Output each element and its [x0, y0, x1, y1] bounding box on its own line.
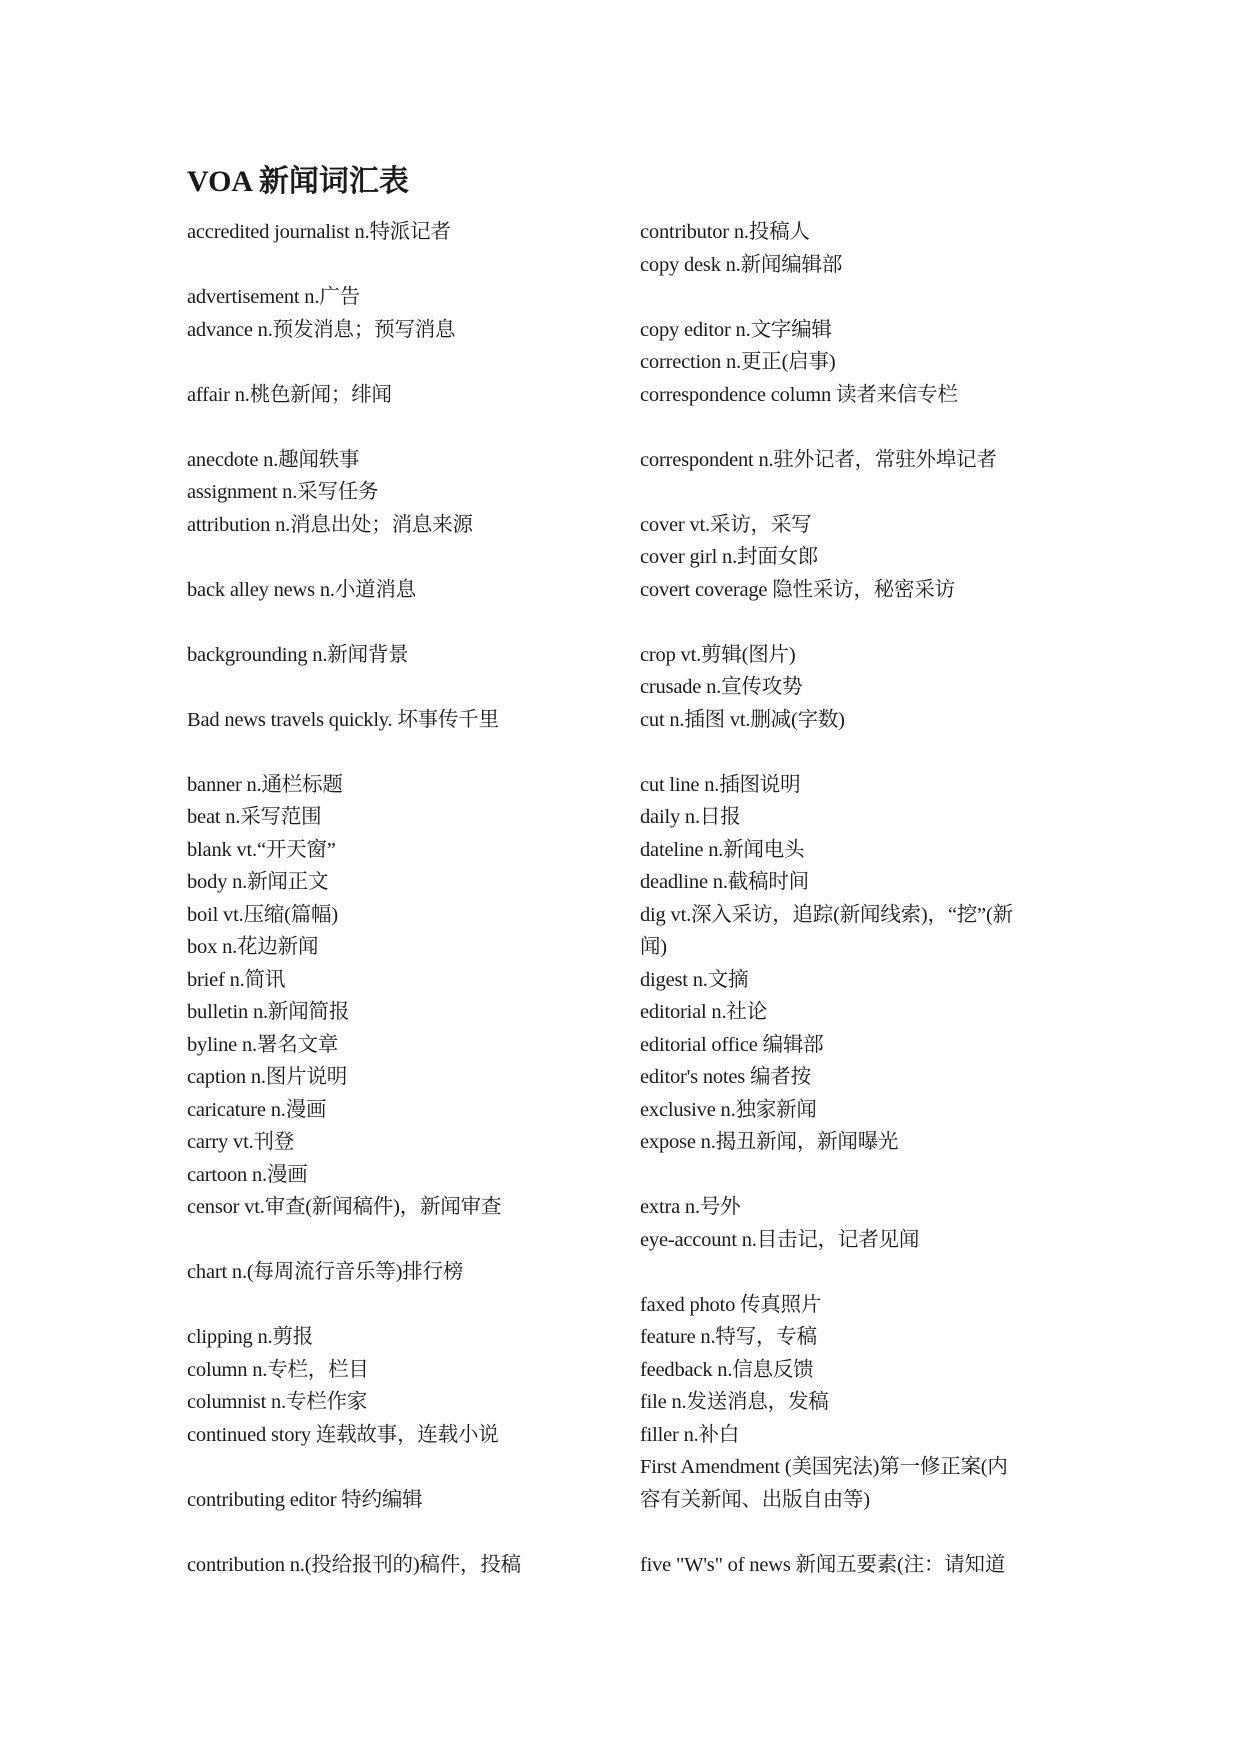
blank-line: [640, 411, 1060, 444]
vocabulary-entry: contributing editor 特约编辑: [187, 1488, 423, 1511]
vocabulary-entry: column n.专栏，栏目: [187, 1358, 369, 1381]
vocabulary-entry: boil vt.压缩(篇幅): [187, 903, 338, 926]
vocabulary-entry: eye-account n.目击记，记者见闻: [640, 1228, 920, 1251]
vocabulary-entry: blank vt.“开天窗”: [187, 838, 336, 861]
vocabulary-entry: body n.新闻正文: [187, 871, 329, 893]
vocabulary-entry: crop vt.剪辑(图片): [640, 643, 796, 666]
blank-line: [187, 346, 617, 379]
blank-line: [187, 1224, 617, 1257]
vocabulary-entry: dateline n.新闻电头: [640, 838, 805, 861]
blank-line: [187, 671, 617, 704]
vocabulary-entry: correspondence column 读者来信专栏: [640, 383, 958, 406]
vocabulary-entry: editorial n.社论: [640, 1001, 768, 1023]
vocabulary-entry: five "W's" of news 新闻五要素(注：请知道: [640, 1553, 1006, 1576]
blank-line: [187, 541, 617, 574]
vocabulary-entry: beat n.采写范围: [187, 806, 322, 828]
vocabulary-entry: continued story 连载故事，连载小说: [187, 1423, 499, 1446]
blank-line: [640, 736, 1060, 769]
vocabulary-entry: extra n.号外: [640, 1196, 741, 1218]
vocabulary-entry: Bad news travels quickly. 坏事传千里: [187, 708, 499, 731]
vocabulary-entry: columnist n.专栏作家: [187, 1391, 368, 1413]
vocabulary-entry: censor vt.审查(新闻稿件)，新闻审查: [187, 1196, 502, 1218]
vocabulary-entry: file n.发送消息，发稿: [640, 1391, 829, 1413]
vocabulary-entry: cut line n.插图说明: [640, 773, 801, 796]
vocabulary-entry: box n.花边新闻: [187, 936, 319, 958]
blank-line: [640, 281, 1060, 314]
vocabulary-entry: brief n.简讯: [187, 968, 286, 991]
page-title: VOA 新闻词汇表: [187, 165, 409, 198]
vocabulary-entry: caption n.图片说明: [187, 1066, 348, 1088]
vocabulary-entry: First Amendment (美国宪法)第一修正案(内: [640, 1456, 1008, 1478]
vocabulary-entry: correction n.更正(启事): [640, 351, 836, 373]
vocabulary-entry: exclusive n.独家新闻: [640, 1098, 817, 1121]
vocabulary-entry: covert coverage 隐性采访，秘密采访: [640, 578, 955, 601]
vocabulary-entry: expose n.揭丑新闻，新闻曝光: [640, 1131, 899, 1153]
vocabulary-entry: cut n.插图 vt.删减(字数): [640, 708, 845, 731]
vocabulary-entry: advertisement n.广告: [187, 286, 360, 308]
vocabulary-entry: filler n.补白: [640, 1423, 740, 1446]
vocabulary-entry: editor's notes 编者按: [640, 1066, 811, 1088]
blank-line: [640, 476, 1060, 509]
vocabulary-entry: caricature n.漫画: [187, 1098, 327, 1121]
vocabulary-entry: advance n.预发消息；预写消息: [187, 318, 456, 341]
vocabulary-entry: contribution n.(投给报刊的)稿件，投稿: [187, 1553, 521, 1576]
vocabulary-entry: backgrounding n.新闻背景: [187, 643, 409, 666]
blank-line: [640, 606, 1060, 639]
right-column: [640, 216, 1060, 1581]
vocabulary-entry: cover vt.采访，采写: [640, 513, 812, 536]
vocabulary-entry: accredited journalist n.特派记者: [187, 221, 451, 243]
vocabulary-entry: 闻): [640, 936, 667, 958]
vocabulary-entry: anecdote n.趣闻轶事: [187, 448, 360, 471]
blank-line: [187, 1289, 617, 1322]
vocabulary-entry: daily n.日报: [640, 806, 741, 828]
vocabulary-entry: correspondent n.驻外记者，常驻外埠记者: [640, 448, 997, 471]
blank-line: [187, 1516, 617, 1549]
vocabulary-entry: feature n.特写，专稿: [640, 1326, 817, 1348]
vocabulary-entry: faxed photo 传真照片: [640, 1293, 822, 1316]
blank-line: [640, 1256, 1060, 1289]
vocabulary-entry: assignment n.采写任务: [187, 481, 379, 503]
vocabulary-entry: editorial office 编辑部: [640, 1033, 824, 1056]
blank-line: [187, 606, 617, 639]
vocabulary-entry: 容有关新闻、出版自由等): [640, 1488, 870, 1511]
vocabulary-entry: carry vt.刊登: [187, 1131, 295, 1153]
blank-line: [187, 249, 617, 282]
vocabulary-entry: clipping n.剪报: [187, 1326, 314, 1348]
vocabulary-entry: feedback n.信息反馈: [640, 1358, 814, 1381]
vocabulary-entry: attribution n.消息出处；消息来源: [187, 513, 473, 536]
vocabulary-entry: copy editor n.文字编辑: [640, 318, 832, 341]
left-column: [187, 216, 617, 1581]
vocabulary-entry: back alley news n.小道消息: [187, 578, 417, 601]
vocabulary-entry: byline n.署名文章: [187, 1033, 339, 1056]
vocabulary-entry: banner n.通栏标题: [187, 773, 343, 796]
vocabulary-entry: crusade n.宣传攻势: [640, 676, 803, 698]
blank-line: [187, 736, 617, 769]
vocabulary-entry: cartoon n.漫画: [187, 1163, 308, 1186]
blank-line: [640, 1516, 1060, 1549]
blank-line: [187, 411, 617, 444]
vocabulary-entry: contributor n.投稿人: [640, 221, 810, 243]
blank-line: [187, 1451, 617, 1484]
vocabulary-entry: digest n.文摘: [640, 968, 749, 991]
vocabulary-entry: chart n.(每周流行音乐等)排行榜: [187, 1261, 464, 1283]
vocabulary-entry: dig vt.深入采访，追踪(新闻线索)，“挖”(新: [640, 903, 1013, 926]
vocabulary-entry: copy desk n.新闻编辑部: [640, 253, 843, 276]
vocabulary-entry: bulletin n.新闻简报: [187, 1001, 350, 1023]
blank-line: [640, 1159, 1060, 1192]
vocabulary-entry: deadline n.截稿时间: [640, 871, 809, 893]
vocabulary-entry: cover girl n.封面女郎: [640, 546, 819, 568]
vocabulary-entry: affair n.桃色新闻；绯闻: [187, 383, 392, 406]
